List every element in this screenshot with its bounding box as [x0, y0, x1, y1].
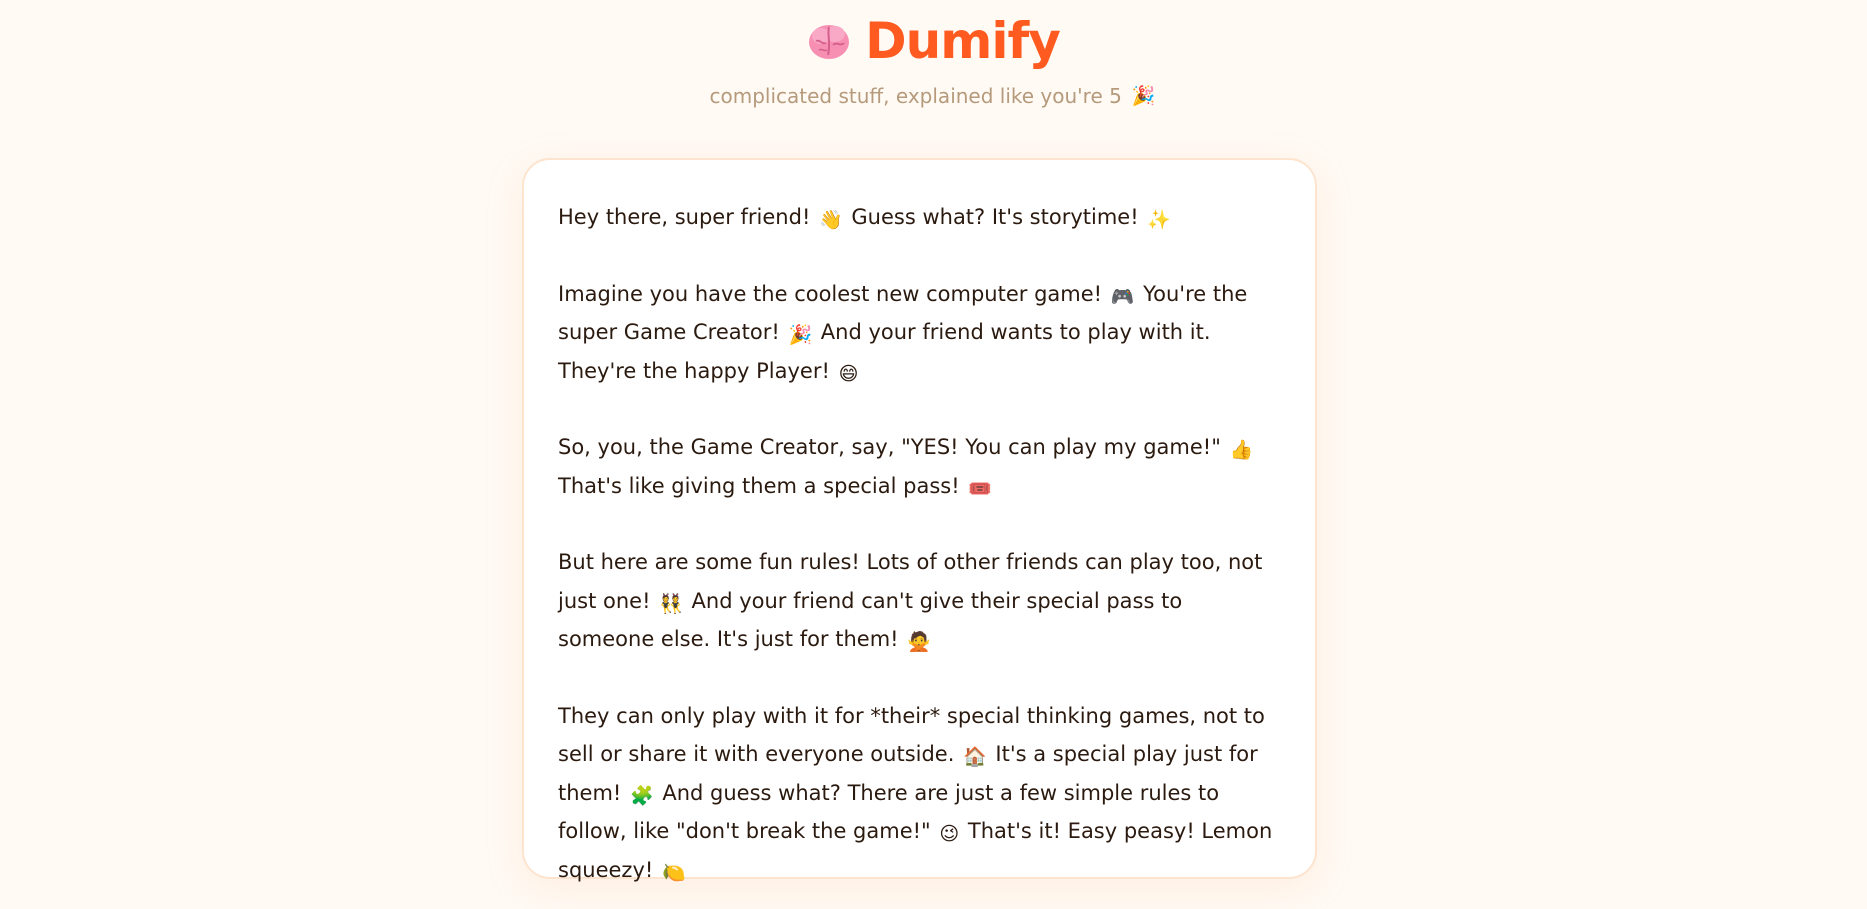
answer-paragraph	[558, 428, 1281, 505]
grinning-face-icon: 😄	[838, 362, 859, 385]
app-header	[0, 0, 1867, 108]
answer-text: But here are some fun rules! Lots of other friends can play too, not just one!	[558, 550, 1263, 613]
answer-text: It's a special play just for them!	[558, 742, 1258, 805]
brand	[0, 10, 1867, 72]
answer-text: So, you, the Game Creator, say, "YES! You can play my game!"	[558, 435, 1228, 459]
answer-text: You're the super Game Creator!	[558, 281, 1248, 344]
puzzle-piece-icon: 🧩	[630, 784, 654, 807]
answer-paragraph	[558, 543, 1281, 659]
answer-card	[522, 158, 1317, 884]
tagline-text: complicated stuff, explained like you're 5	[709, 84, 1122, 108]
ticket-icon: 🎟️	[968, 477, 992, 500]
answer-paragraph	[558, 198, 1281, 237]
thumbs-up-icon: 👍	[1229, 439, 1254, 461]
game-controller-icon: 🎮	[1110, 285, 1135, 308]
party-popper-icon: 🎉	[788, 324, 813, 346]
app-title: Dumify	[865, 12, 1060, 70]
answer-text: That's it! Easy peasy! Lemon squeezy!	[558, 819, 1273, 882]
answer-text: Imagine you have the coolest new computer game!	[558, 281, 1109, 306]
answer-body	[558, 198, 1281, 889]
brain-icon	[807, 19, 851, 63]
party-popper-icon: 🎉	[1131, 84, 1156, 107]
answer-text: Hey there, super friend!	[558, 205, 818, 229]
dancing-friends-icon: 👯	[659, 592, 683, 615]
answer-text: Guess what? It's storytime!	[844, 205, 1146, 229]
no-gesture-icon: 🙅	[907, 631, 931, 653]
answer-text: And guess what? There are just a few simple rules to follow, like "don't break the game!"	[558, 780, 1220, 843]
tagline	[0, 84, 1867, 108]
answer-text: That's like giving them a special pass!	[558, 473, 967, 498]
sparkles-icon: ✨	[1147, 209, 1171, 231]
house-icon: 🏠	[963, 746, 987, 768]
answer-text: And your friend can't give their special pass to someone else. It's just for them!	[558, 588, 1183, 651]
answer-paragraph	[558, 697, 1281, 890]
answer-text: They can only play with it for *their* special thinking games, not to sell or share it with everyone outside.	[558, 703, 1265, 766]
winking-face-icon: 😉	[939, 823, 960, 845]
lemon-icon: 🍋	[661, 861, 686, 884]
waving-hand-icon: 👋	[819, 209, 843, 231]
answer-paragraph	[558, 275, 1281, 391]
answer-text: And your friend wants to play with it. They're the happy Player!	[558, 320, 1211, 383]
